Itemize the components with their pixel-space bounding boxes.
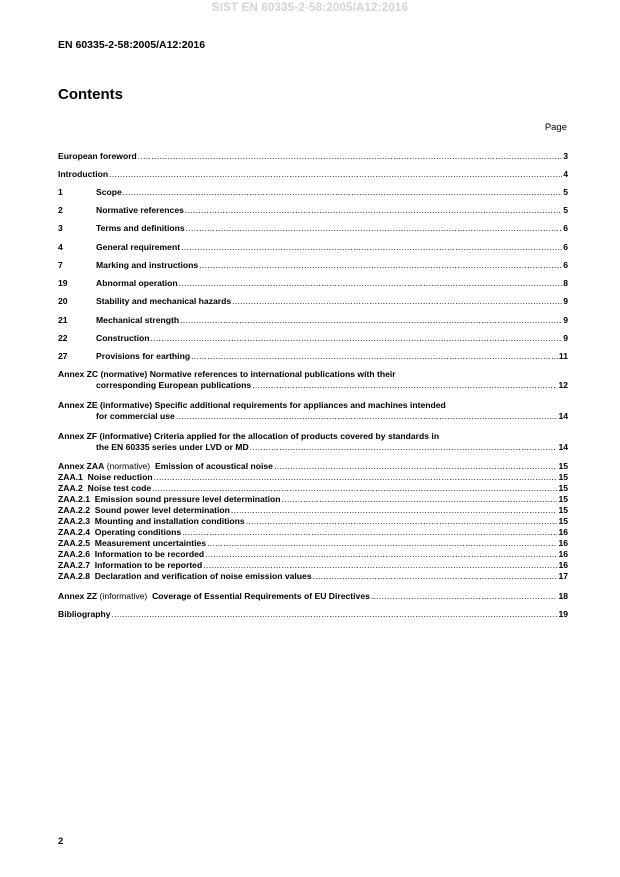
toc-entry[interactable] bbox=[58, 591, 568, 601]
toc-entry-label: Provisions for earthing bbox=[96, 351, 191, 361]
annex-kind: (informative) bbox=[99, 431, 152, 441]
annex-ze-heading[interactable] bbox=[58, 400, 568, 410]
toc-entry-page: 16 bbox=[558, 538, 568, 548]
toc-entry[interactable] bbox=[96, 411, 568, 421]
toc-entry-label: Operating conditions bbox=[94, 527, 182, 537]
toc-entry-page: 6 bbox=[563, 260, 568, 270]
toc-entry-page: 16 bbox=[558, 527, 568, 537]
toc-entry-page: 15 bbox=[558, 461, 568, 471]
toc-subentry[interactable] bbox=[58, 494, 568, 504]
annex-kind: (informative) bbox=[100, 400, 153, 410]
toc-entry-page: 5 bbox=[563, 187, 568, 197]
toc-entry-page: 9 bbox=[563, 333, 568, 343]
toc-entry-number: 21 bbox=[58, 315, 68, 325]
page-title: Contents bbox=[58, 86, 123, 103]
toc-entry-label: Terms and definitions bbox=[96, 223, 185, 233]
toc-entry-number: ZAA.2.2 bbox=[58, 505, 90, 515]
page-number: 2 bbox=[58, 836, 64, 847]
toc-entry-label: Sound power level determination bbox=[94, 505, 230, 515]
toc-entry-label: Mechanical strength bbox=[96, 315, 180, 325]
toc-entry-label: Normative references bbox=[96, 205, 184, 215]
toc-entry-page: 11 bbox=[558, 351, 568, 361]
toc-entry-page: 19 bbox=[558, 609, 568, 619]
toc-entry[interactable] bbox=[58, 351, 568, 361]
annex-prefix: Annex ZC bbox=[58, 369, 99, 379]
toc-entry-number: 4 bbox=[58, 242, 63, 252]
document-identifier: EN 60335-2-58:2005/A12:2016 bbox=[58, 39, 206, 51]
toc-entry-number: 27 bbox=[58, 351, 68, 361]
toc-entry-number: ZAA.2 bbox=[58, 483, 83, 493]
annex-title-line2: for commercial use bbox=[96, 411, 175, 421]
toc-subentry[interactable] bbox=[58, 527, 568, 537]
annex-title-line1: Specific additional requirements for appliances and machines intended bbox=[154, 400, 446, 410]
watermark: SIST EN 60335-2-58:2005/A12:2016 bbox=[211, 2, 409, 14]
annex-kind: (normative) bbox=[106, 461, 151, 471]
toc-entry[interactable] bbox=[58, 260, 568, 270]
toc-entry-page: 15 bbox=[558, 494, 568, 504]
toc-entry[interactable] bbox=[96, 380, 568, 390]
toc-entry-page: 6 bbox=[563, 242, 568, 252]
annex-title-line2: corresponding European publications bbox=[96, 380, 252, 390]
toc-entry-page: 17 bbox=[558, 571, 568, 581]
toc-entry-page: 5 bbox=[563, 205, 568, 215]
annex-title-line2: the EN 60335 series under LVD or MD bbox=[96, 442, 249, 452]
toc-entry-number: 19 bbox=[58, 278, 68, 288]
toc-entry-label: Abnormal operation bbox=[96, 278, 178, 288]
toc-entry-page: 16 bbox=[558, 549, 568, 559]
annex-title-line1: Criteria applied for the allocation of products covered by standards in bbox=[153, 431, 440, 441]
toc-entry[interactable] bbox=[58, 333, 568, 343]
toc-subentry[interactable] bbox=[58, 505, 568, 515]
annex-prefix: Annex ZF bbox=[58, 431, 98, 441]
page-column-label: Page bbox=[544, 122, 567, 133]
toc-entry[interactable] bbox=[58, 187, 568, 197]
annex-kind: (informative) bbox=[99, 591, 148, 601]
toc-entry-label: European foreword bbox=[58, 151, 137, 161]
annex-prefix: Annex ZZ bbox=[58, 591, 98, 601]
annex-zf-heading[interactable] bbox=[58, 431, 568, 441]
toc-entry-label: Noise reduction bbox=[87, 472, 153, 482]
toc-entry-number: 2 bbox=[58, 205, 63, 215]
toc-entry-label: General requirement bbox=[96, 242, 181, 252]
toc-entry-number: ZAA.2.4 bbox=[58, 527, 90, 537]
toc-entry-number: ZAA.2.3 bbox=[58, 516, 90, 526]
toc-entry-page: 12 bbox=[558, 380, 568, 390]
toc-entry-number: ZAA.2.5 bbox=[58, 538, 90, 548]
toc-entry-page: 18 bbox=[558, 591, 568, 601]
toc-entry-page: 14 bbox=[558, 442, 568, 452]
toc-entry-page: 6 bbox=[563, 223, 568, 233]
toc-entry[interactable] bbox=[58, 278, 568, 288]
annex-prefix: Annex ZAA bbox=[58, 461, 105, 471]
toc-entry[interactable] bbox=[58, 151, 568, 161]
toc-entry-page: 3 bbox=[563, 151, 568, 161]
toc-entry[interactable] bbox=[58, 205, 568, 215]
annex-title-line1: Normative references to international publications with their bbox=[149, 369, 396, 379]
toc-entry-label: Declaration and verification of noise emission values bbox=[94, 571, 312, 581]
toc-entry-page: 15 bbox=[558, 472, 568, 482]
toc-entry-number: ZAA.2.1 bbox=[58, 494, 90, 504]
toc-entry-label: Bibliography bbox=[58, 609, 111, 619]
toc-entry-number: 7 bbox=[58, 260, 63, 270]
toc-entry-page: 8 bbox=[563, 278, 568, 288]
toc-entry[interactable] bbox=[58, 169, 568, 179]
toc-subentry[interactable] bbox=[58, 516, 568, 526]
toc-entry-label: Scope bbox=[96, 187, 122, 197]
toc-entry-label: Introduction bbox=[58, 169, 109, 179]
annex-zc-heading[interactable] bbox=[58, 369, 568, 379]
toc-subentry[interactable] bbox=[58, 483, 568, 493]
toc-entry-number: ZAA.2.6 bbox=[58, 549, 90, 559]
toc-entry-page: 16 bbox=[558, 560, 568, 570]
annex-title: Emission of acoustical noise bbox=[154, 461, 273, 471]
toc-entry-label: Measurement uncertainties bbox=[94, 538, 207, 548]
annex-title: Coverage of Essential Requirements of EU Directives bbox=[152, 591, 370, 601]
toc-entry-number: 1 bbox=[58, 187, 63, 197]
toc-subentry[interactable] bbox=[58, 472, 568, 482]
toc-entry-number: 20 bbox=[58, 296, 68, 306]
toc-entry-number: ZAA.2.8 bbox=[58, 571, 90, 581]
toc-entry[interactable] bbox=[58, 223, 568, 233]
toc-entry[interactable] bbox=[58, 315, 568, 325]
toc-entry-page: 4 bbox=[563, 169, 568, 179]
toc-entry-label: Information to be reported bbox=[94, 560, 203, 570]
toc-entry-number: ZAA.1 bbox=[58, 472, 83, 482]
toc-entry-number: 22 bbox=[58, 333, 68, 343]
toc-entry[interactable] bbox=[58, 461, 568, 471]
toc-entry-page: 14 bbox=[558, 411, 568, 421]
toc-entry-page: 15 bbox=[558, 483, 568, 493]
toc-entry[interactable] bbox=[96, 442, 568, 452]
toc-entry-label: Stability and mechanical hazards bbox=[96, 296, 232, 306]
toc-entry-label: Construction bbox=[96, 333, 150, 343]
toc-entry[interactable] bbox=[58, 296, 568, 306]
annex-kind: (normative) bbox=[100, 369, 148, 379]
toc-entry-page: 15 bbox=[558, 505, 568, 515]
toc-entry-number: ZAA.2.7 bbox=[58, 560, 90, 570]
toc-entry-number: 3 bbox=[58, 223, 63, 233]
toc-entry-label: Emission sound pressure level determination bbox=[94, 494, 281, 504]
toc-subentry[interactable] bbox=[58, 538, 568, 548]
toc-subentry[interactable] bbox=[58, 571, 568, 581]
toc-entry-label: Marking and instructions bbox=[96, 260, 199, 270]
toc-entry-label: Information to be recorded bbox=[94, 549, 205, 559]
toc-entry-label: Mounting and installation conditions bbox=[94, 516, 245, 526]
toc-subentry[interactable] bbox=[58, 549, 568, 559]
toc-entry-page: 9 bbox=[563, 315, 568, 325]
toc-entry-label: Noise test code bbox=[87, 483, 152, 493]
annex-prefix: Annex ZE bbox=[58, 400, 98, 410]
toc-entry[interactable] bbox=[58, 609, 568, 619]
toc-entry-page: 15 bbox=[558, 516, 568, 526]
toc-entry-page: 9 bbox=[563, 296, 568, 306]
toc-entry[interactable] bbox=[58, 242, 568, 252]
toc-subentry[interactable] bbox=[58, 560, 568, 570]
